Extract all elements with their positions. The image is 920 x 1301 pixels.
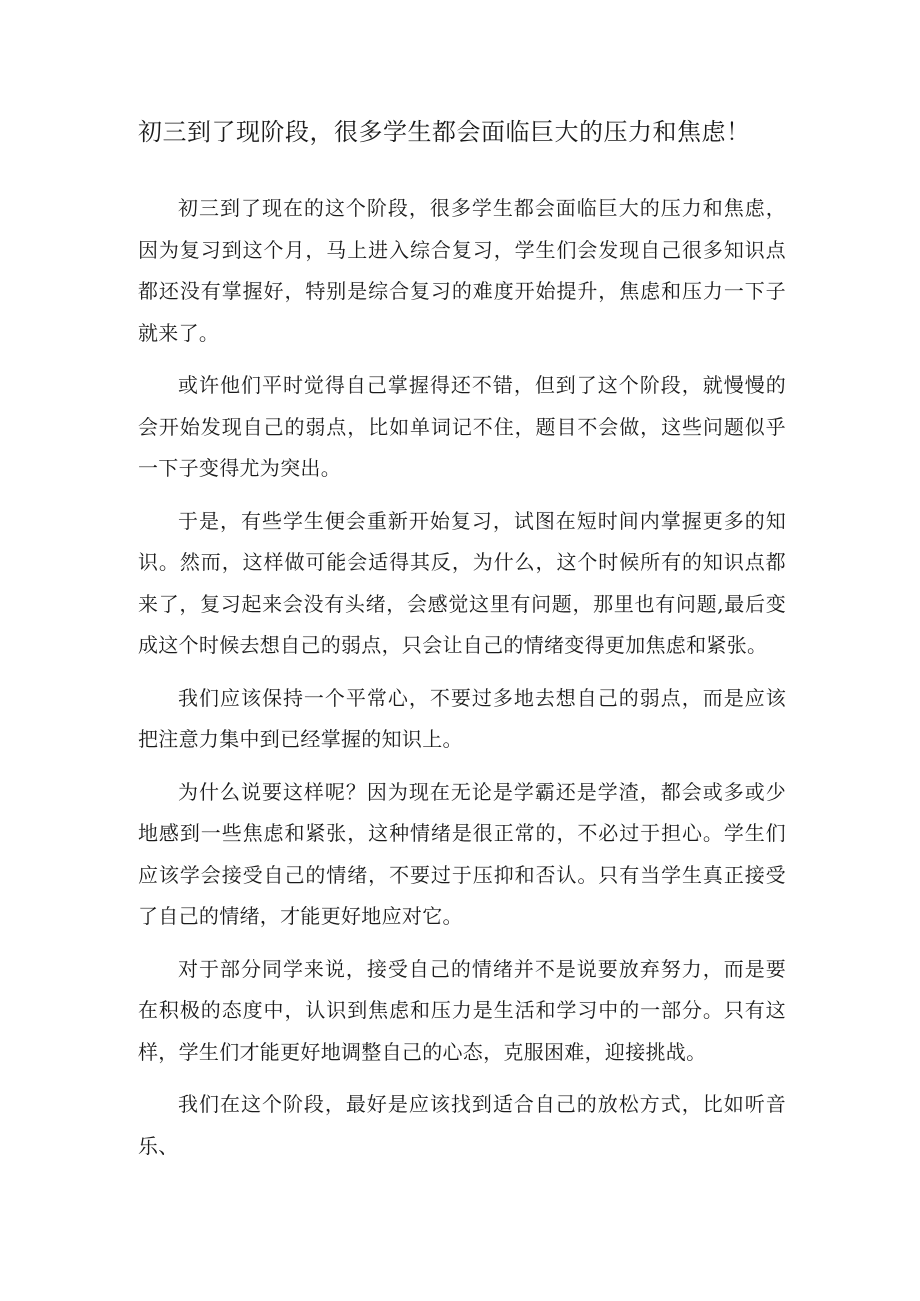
paragraph: 于是，有些学生便会重新开始复习，试图在短时间内掌握更多的知识。然而，这样做可能会适得其反，为什么，这个时候所有的知识点都来了，复习起来会没有头绪，会感觉这里有问题，那里也有问题,最后变成这个时候去想自己的弱点，只会让自己的情绪变得更加焦虑和紧张。 — [138, 508, 786, 657]
paragraph: 我们在这个阶段，最好是应该找到适合自己的放松方式，比如听音乐、 — [138, 1092, 786, 1158]
paragraph: 或许他们平时觉得自己掌握得还不错，但到了这个阶段，就慢慢的会开始发现自己的弱点，比如单词记不住，题目不会做，这些问题似乎一下子变得尤为突出。 — [138, 373, 786, 480]
paragraph: 为什么说要这样呢？因为现在无论是学霸还是学渣，都会或多或少地感到一些焦虑和紧张，这种情绪是很正常的，不必过于担心。学生们应该学会接受自己的情绪，不要过于压抑和否认。只有当学生真正接受了自己的情绪，才能更好地应对它。 — [138, 779, 786, 928]
page-title: 初三到了现阶段，很多学生都会面临巨大的压力和焦虑！ — [138, 118, 751, 146]
paragraph: 初三到了现在的这个阶段，很多学生都会面临巨大的压力和焦虑，因为复习到这个月，马上进入综合复习，学生们会发现自己很多知识点都还没有掌握好，特别是综合复习的难度开始提升，焦虑和压力一下子就来了。 — [138, 196, 786, 345]
document-body — [138, 188, 786, 1178]
paragraph: 我们应该保持一个平常心，不要过多地去想自己的弱点，而是应该把注意力集中到已经掌握的知识上。 — [138, 685, 786, 751]
paragraph: 对于部分同学来说，接受自己的情绪并不是说要放弃努力，而是要在积极的态度中，认识到焦虑和压力是生活和学习中的一部分。只有这样，学生们才能更好地调整自己的心态，克服困难，迎接挑战。 — [138, 956, 786, 1064]
